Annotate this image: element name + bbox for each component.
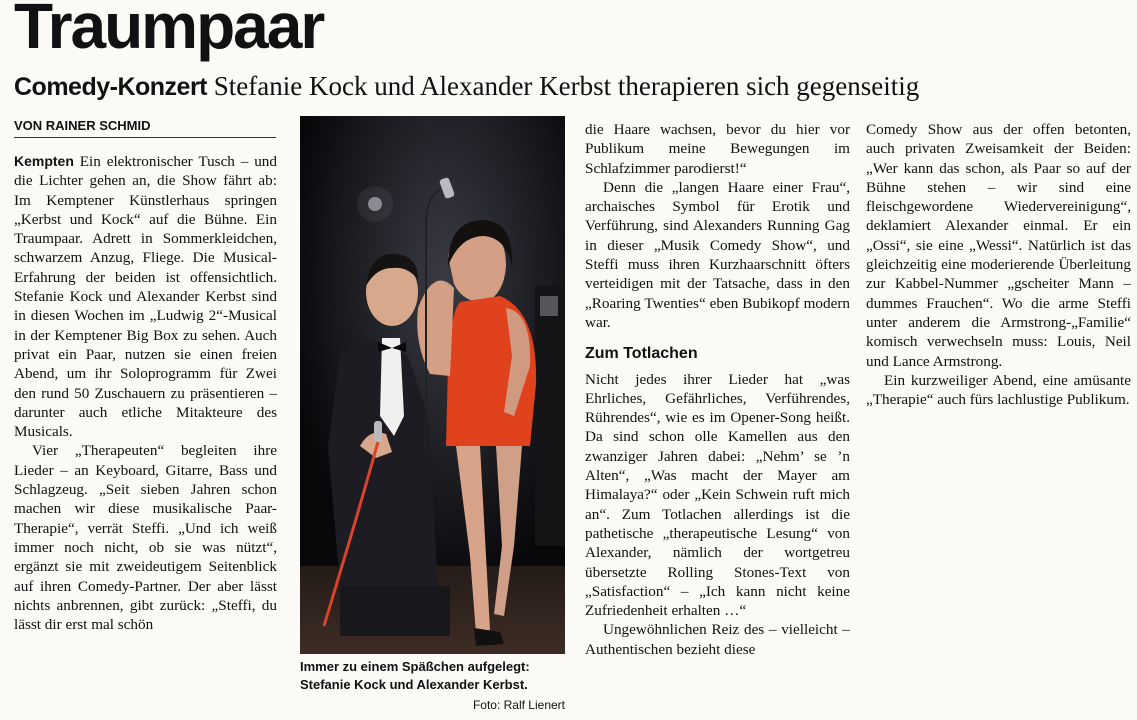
article-column-3 <box>866 120 1131 480</box>
article-column-1 <box>14 152 277 718</box>
photo-credit: Foto: Ralf Lienert <box>472 698 565 712</box>
paragraph <box>14 152 277 441</box>
paragraph: Comedy Show aus der offen betonten, auch privaten Zweisamkeit der Beiden: „Wer kann das schon, als Paar so auf der Bühne stehen – wir sind eine fleischgewordene Wiedervereinigung“, deklamiert Alexander einmal. Er ein „Ossi“, sie eine „Wessi“. Natürlich ist das gleichzeitig eine moderierende Überleitung zur Kabbel-Nummer „gscheiter Mann – dummes Frauchen“. Wo die arme Steffi unter anderem die Armstrong-„Familie“ komisch verwechseln muss: Louis, Neil und Lance Armstrong. <box>866 121 1131 370</box>
paragraph: Nicht jedes ihrer Lieder hat „was Ehrliches, Gefährliches, Verführendes, Rührendes“, wie es im Opener-Song heißt. Da sind schon olle Kamellen aus den zwanziger Jahren dabei: „Nehm’ se ’n Alten“, „Was macht der Mayer am Himalaya?“ oder „Kein Schwein ruft mich an“. Zum Totlachen allerdings ist die pathetische „therapeutische Lesung“ von Alexander, nämlich der wortgetreu übersetzte Rolling Stones-Text von „Satisfaction“ – „Ich kann nicht keine Zufriedenheit erhalten …“ <box>585 370 850 620</box>
section-subhead: Zum Totlachen <box>585 345 698 363</box>
article-column-2 <box>585 120 850 718</box>
performers-photo <box>300 116 565 654</box>
photo-caption: Immer zu einem Späßchen aufgelegt: Stefanie Kock und Alexander Kerbst. <box>300 659 530 692</box>
paragraph: Denn die „langen Haare einer Frau“, archaisches Symbol für Erotik und Verführung, sind Alexanders Running Gag in dieser „Musik Comedy Show“, und Steffi muss ihren Kurzhaarschnitt öfters verteidigen mit der Tatsache, dass in den „Roaring Twenties“ eben Bubikopf modern war. <box>585 178 850 331</box>
article-photo <box>300 116 565 654</box>
subheadline-kicker: Comedy-Konzert <box>14 73 208 101</box>
subheadline <box>14 70 919 102</box>
paragraph: Ungewöhnlichen Reiz des – vielleicht – Authentischen bezieht diese <box>585 621 850 658</box>
paragraph-text: Ein elektronischer Tusch – und die Lichter gehen an, die Show fährt ab: Im Kemptener Künstlerhaus springen „Kerbst und Kock“ auf die Bühne. Ein Traumpaar. Adrett in Sommerkleidchen, schwarzem Anzug, Fliege. Die Musical-Erfahrung der beiden ist offensichtlich. Stefanie Kock und Alexander Kerbst sind in diesen Wochen im „Ludwig 2“-Musical in der Kemptener Big Box zu sehen. Auch privat ein Paar, nutzen sie einen freien Abend, um ihr Soloprogramm für Zwei den rund 50 Zuschauern zu präsentieren – darunter auch etliche Mitakteure des Musicals. <box>14 153 277 441</box>
headline: Traumpaar <box>14 0 324 62</box>
paragraph: Ein kurzweiliger Abend, eine amüsante „Therapie“ auch fürs lachlustige Publikum. <box>866 371 1131 409</box>
dateline-place: Kempten <box>14 153 74 169</box>
paragraph: die Haare wachsen, bevor du hier vor Publikum meine Bewegungen im Schlafzimmer parodierst!“ <box>585 121 850 177</box>
byline: VON RAINER SCHMID <box>14 118 276 138</box>
paragraph: Vier „Therapeuten“ begleiten ihre Lieder – an Keyboard, Gitarre, Bass und Schlagzeug. „Seit sieben Jahren schon machen wir diese musikalische Paar-Therapie“, verrät Steffi. „Und ich weiß immer noch nicht, ob sie was nützt“, ergänzt sie mit zweideutigem Seitenblick auf ihren Comedy-Partner. Der aber lässt nichts anbrennen, gibt zurück: „Steffi, du lässt dir erst mal schön <box>14 442 277 634</box>
subheadline-text: Stefanie Kock und Alexander Kerbst therapieren sich gegenseitig <box>207 71 920 101</box>
